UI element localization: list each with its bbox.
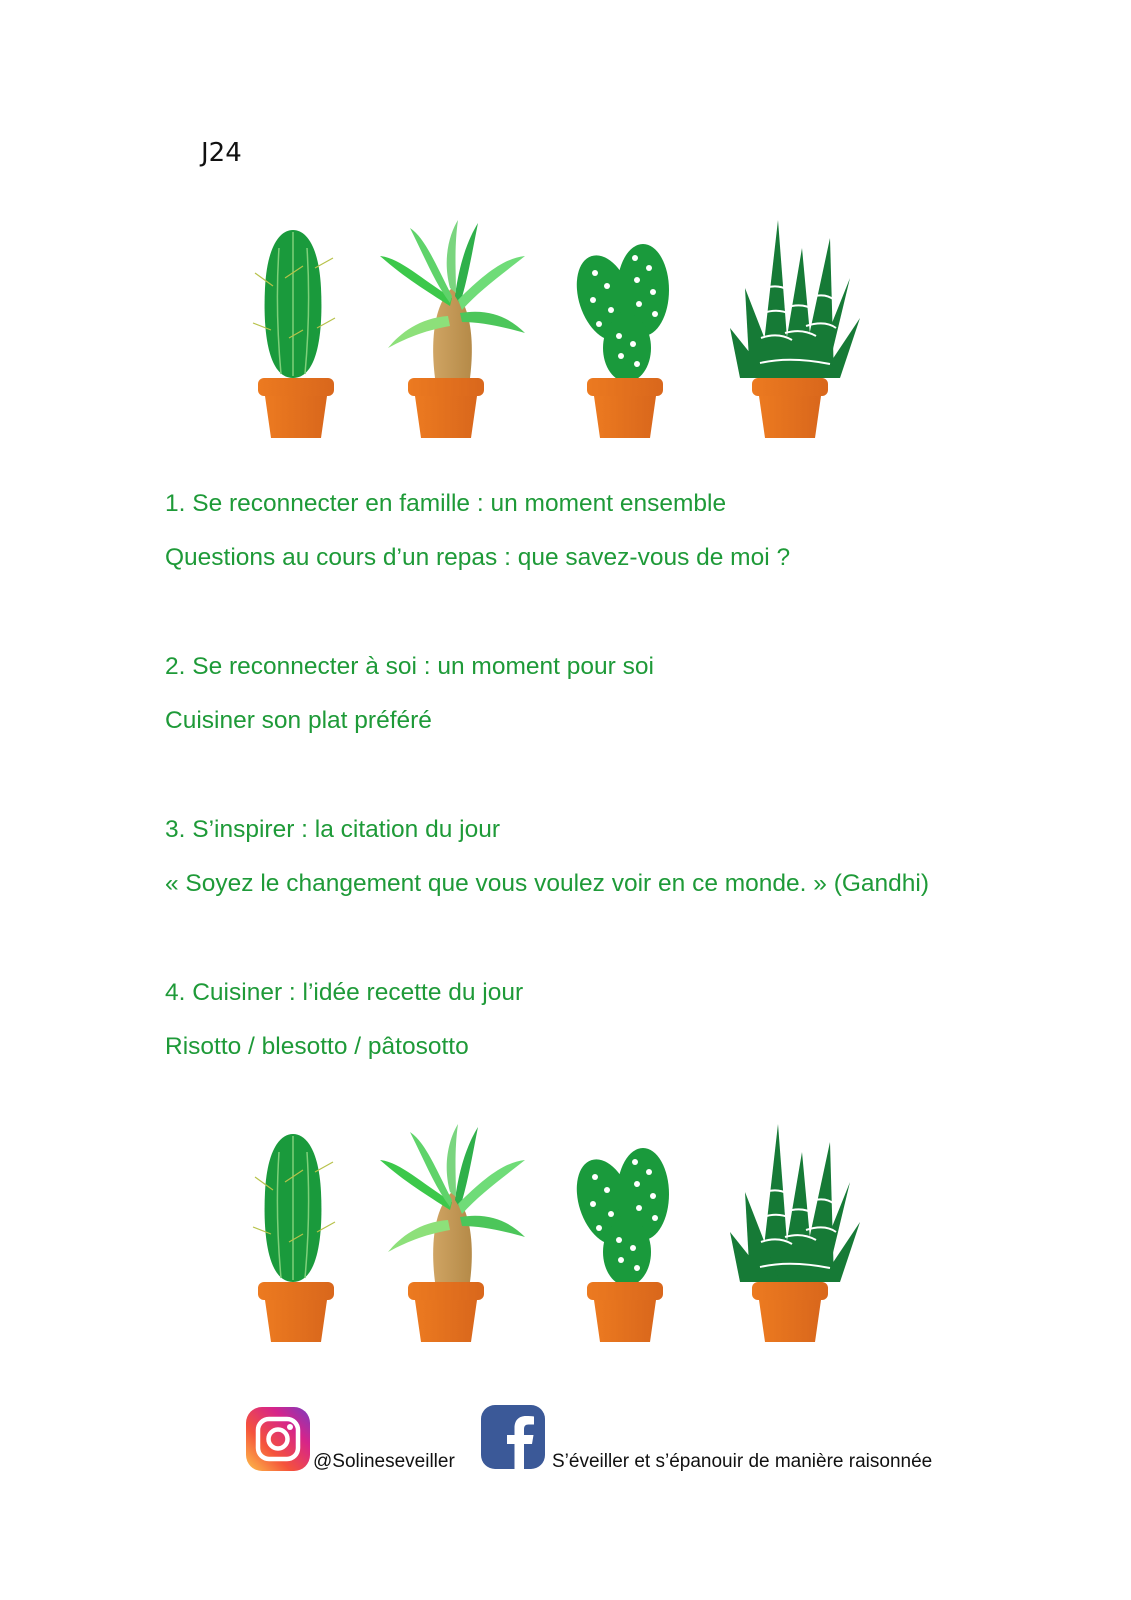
zebra-haworthia [730,220,860,438]
section-body: Cuisiner son plat préféré [165,707,432,734]
column-cactus [253,1134,335,1342]
prickly-pear-cactus [567,244,669,438]
section-body: Risotto / blesotto / pâtosotto [165,1033,469,1060]
footer [0,1404,1131,1484]
plant-row-svg [230,1122,890,1352]
section-heading: 2. Se reconnecter à soi : un moment pour soi [165,653,654,680]
plant-illustrations-top [230,218,890,448]
facebook-page-name[interactable]: S’éveiller et s’épanouir de manière raisonnée [552,1451,933,1472]
instagram-icon[interactable] [245,1406,311,1472]
section-body: « Soyez le changement que vous voulez voir en ce monde. » (Gandhi) [165,870,930,897]
column-cactus [253,230,335,438]
instagram-handle[interactable]: @Solineseveiller [313,1451,455,1472]
section-heading: 3. S’inspirer : la citation du jour [165,816,500,843]
zebra-haworthia [730,1124,860,1342]
section-body: Questions au cours d’un repas : que savez-vous de moi ? [165,544,791,571]
leafy-plant [380,1124,525,1342]
section-heading: 1. Se reconnecter en famille : un moment ensemble [165,490,727,517]
section-heading: 4. Cuisiner : l’idée recette du jour [165,979,524,1006]
leafy-plant [380,220,525,438]
plant-row-svg [230,218,890,448]
day-label: J24 [201,138,242,168]
plant-illustrations-bottom [230,1122,890,1352]
facebook-icon[interactable] [480,1404,546,1470]
prickly-pear-cactus [567,1148,669,1342]
